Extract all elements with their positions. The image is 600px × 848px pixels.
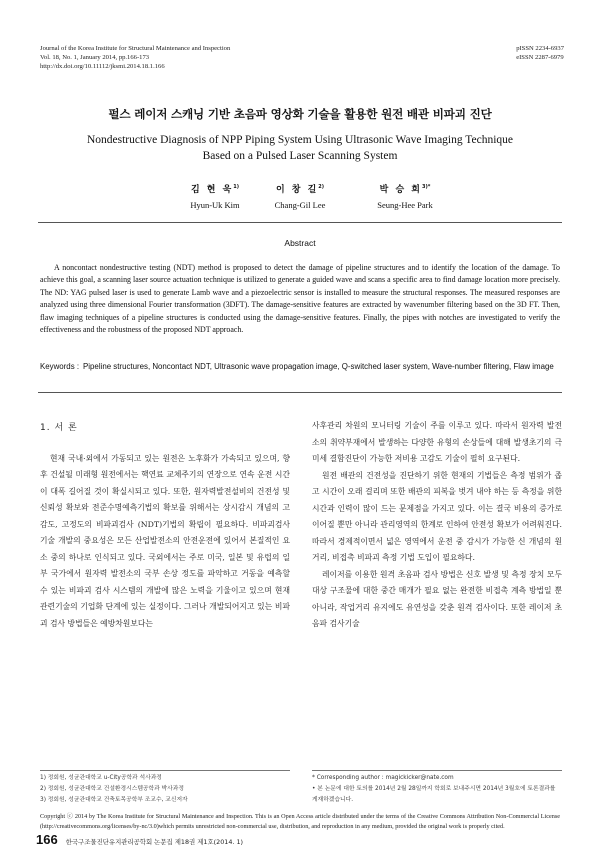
author-2 bbox=[245, 182, 355, 210]
body-column-right bbox=[312, 418, 562, 633]
copyright-notice: Copyright ⓒ 2014 by The Korea Institute for Structural Maintenance and Inspection. This is an Open Access article distributed under the terms of the Creative Commons Attribution Non-Commercial License (http://creativecommons.org/licenses/by-nc/3.0)which permits unrestricted non-commercial use, distribution, and reproduction in any medium, provided the original work is properly cited. bbox=[40, 813, 560, 830]
paragraph: 사후관리 차원의 모니터링 기술이 주를 이루고 있다. 따라서 원자력 발전소의 취약부재에서 발생하는 다양한 유형의 손상들에 대해 발생초기의 극미세 결함진단이 가능한 저비용 고감도 기술이 필히 요구된다. bbox=[312, 421, 562, 463]
abstract-text: A noncontact nondestructive testing (NDT) method is proposed to detect the damage of pipeline structures and to identify the location of the damage. To achieve this goal, a scanning laser source actuation technique is utilized to generate a guided wave and scans a specific area to find damage location more precisely. The ND: YAG pulsed laser is used to generate Lamb wave and a piezoelectric sensor is installed to measure the structural responses. The measured responses are analyzed using three dimensional Fourier transformation (3DFT). The damage-sensitive features are extracted by wavenumber filtering based on the 3D FT. Then, flaw imaging techniques of a pipeline structures is conducted using the damage-sensitive features. Finally, the pipes with notches are investigated to verify the effectiveness and the robustness of the proposed NDT approach. bbox=[40, 263, 560, 335]
keywords-list: Pipeline structures, Noncontact NDT, Ultrasonic wave propagation image, Q-switched laser system, Wave-number filtering, Flaw image bbox=[83, 362, 554, 371]
corresponding-footnotes bbox=[312, 773, 562, 806]
korean-title: 펄스 레이저 스캐닝 기반 초음파 영상화 기술을 활용한 원전 배관 비파괴 진단 bbox=[108, 107, 492, 121]
footer-journal-citation: 한국구조물진단유지관리공학회 논문집 제18권 제1호(2014. 1) bbox=[65, 838, 244, 846]
abstract-bottom-rule bbox=[38, 392, 562, 393]
discussion-notice: • 본 논문에 대한 토의를 2014년 2월 28일까지 학회로 보내주시면 2014년 3월호에 토론결과를 게재하겠습니다. bbox=[312, 786, 556, 803]
paragraph: 레이저를 이용한 원격 초음파 검사 방법은 신호 발생 및 측정 장치 모두 대상 구조물에 대한 중간 매개가 필요 없는 완전한 비접촉 계측 방법일 뿐 아니라, 작업거리 유지에도 유연성을 갖춘 원격 검사이다. 또한 레이저 초음파 검사기술 bbox=[312, 569, 562, 628]
corresponding-author-email: * Corresponding author : magickicker@nate.com bbox=[312, 775, 454, 781]
english-title bbox=[0, 132, 600, 164]
author-3-english: Seung-Hee Park bbox=[377, 200, 433, 210]
abstract-heading: Abstract bbox=[284, 238, 316, 248]
affiliation-footnotes bbox=[40, 773, 188, 806]
author-3 bbox=[350, 182, 460, 210]
journal-volume: Vol. 18, No. 1, January 2014, pp.166-173 bbox=[40, 54, 150, 61]
author-2-english: Chang-Gil Lee bbox=[274, 200, 326, 210]
keywords-label: Keywords : bbox=[40, 362, 80, 371]
page-footer bbox=[36, 832, 243, 847]
footnote: 1) 정회원, 성균관대학교 u-City공학과 석사과정 bbox=[40, 775, 162, 781]
footnote-rule-right bbox=[312, 770, 562, 771]
eissn: eISSN 2287-6979 bbox=[516, 54, 564, 61]
page-number: 166 bbox=[36, 832, 58, 847]
author-3-korean: 박 승 희 bbox=[379, 185, 422, 195]
author-1-affiliation-mark: 1) bbox=[233, 184, 240, 190]
author-2-affiliation-mark: 2) bbox=[318, 184, 325, 190]
body-column-left bbox=[40, 420, 290, 632]
footnote: 3) 정회원, 성균관대학교 건축토목공학부 조교수, 교신저자 bbox=[40, 797, 188, 803]
journal-header-left bbox=[40, 44, 230, 71]
section-heading-introduction: 1. 서 론 bbox=[40, 423, 78, 433]
author-3-affiliation-mark: 3)* bbox=[421, 184, 431, 190]
author-2-korean: 이 창 길 bbox=[275, 185, 319, 195]
paragraph: 현재 국내·외에서 가동되고 있는 원전은 노후화가 가속되고 있으며, 향후 건설될 미래형 원전에서는 핵연료 교체주기의 연장으로 연속 운전 시간이 대폭 길어질 것이 확실시되고 있다. 또한, 원자력발전설비의 건전성 및 신뢰성 확보와 전준수명예측기법의 확보를 위해서는 상시감시 개념의 고감도, 고정도의 비파괴검사 (NDT)기법의 확립이 필요하다. 비파괴검사 기술 개발의 중요성은 모든 산업발전소의 안전운전에 있어서 본질적인 요소 중의 하나로 인식되고 있다. 국외에서는 주로 미국, 일본 및 유럽의 일부 국가에서 원자력 발전소의 국부 손상 정도를 파악하고 거동을 예측할 수 있는 비파괴 검사 시스템의 개발에 많은 노력을 기울이고 있으며 현재 관련기술의 기업화 단계에 있는 실정이다. 그러나 개발되어지고 있는 비파괴 검사 방법들은 예방차원보다는 bbox=[40, 453, 290, 628]
keywords bbox=[40, 361, 560, 372]
journal-header-right bbox=[516, 44, 564, 62]
journal-name: Journal of the Korea Institute for Structural Maintenance and Inspection bbox=[40, 45, 231, 52]
footnote: 2) 정회원, 성균관대학교 건설환경시스템공학과 박사과정 bbox=[40, 786, 184, 792]
author-1-korean: 김 현 욱 bbox=[190, 185, 234, 195]
pissn: pISSN 2234-6937 bbox=[516, 45, 564, 52]
english-title-line-2: Based on a Pulsed Laser Scanning System bbox=[202, 150, 398, 162]
abstract-top-rule bbox=[38, 222, 562, 223]
author-1-english: Hyun-Uk Kim bbox=[190, 200, 240, 210]
paragraph: 원전 배관의 건전성을 진단하기 위한 현재의 기법들은 측정 범위가 좁고 시간이 오래 걸리며 또한 배관의 피복을 벗겨 내야 하는 등 측정을 위한 시간과 인력이 많이 드는 문제점을 가지고 있다. 이는 결국 비용의 증가로 이어질 뿐만 아니라 관리영역의 한계로 인하여 안전성 확보가 어려워진다. 따라서 경제적이면서 넓은 영역에서 운전 중 감시가 가능한 신 개념의 원거리, 비접촉 비파괴 측정 기법 도입이 필요하다. bbox=[312, 470, 562, 562]
footnote-rule-left bbox=[40, 770, 290, 771]
english-title-line-1: Nondestructive Diagnosis of NPP Piping System Using Ultrasonic Wave Imaging Technique bbox=[86, 134, 514, 146]
doi-link[interactable]: http://dx.doi.org/10.11112/jksmi.2014.18.1.166 bbox=[40, 63, 165, 70]
